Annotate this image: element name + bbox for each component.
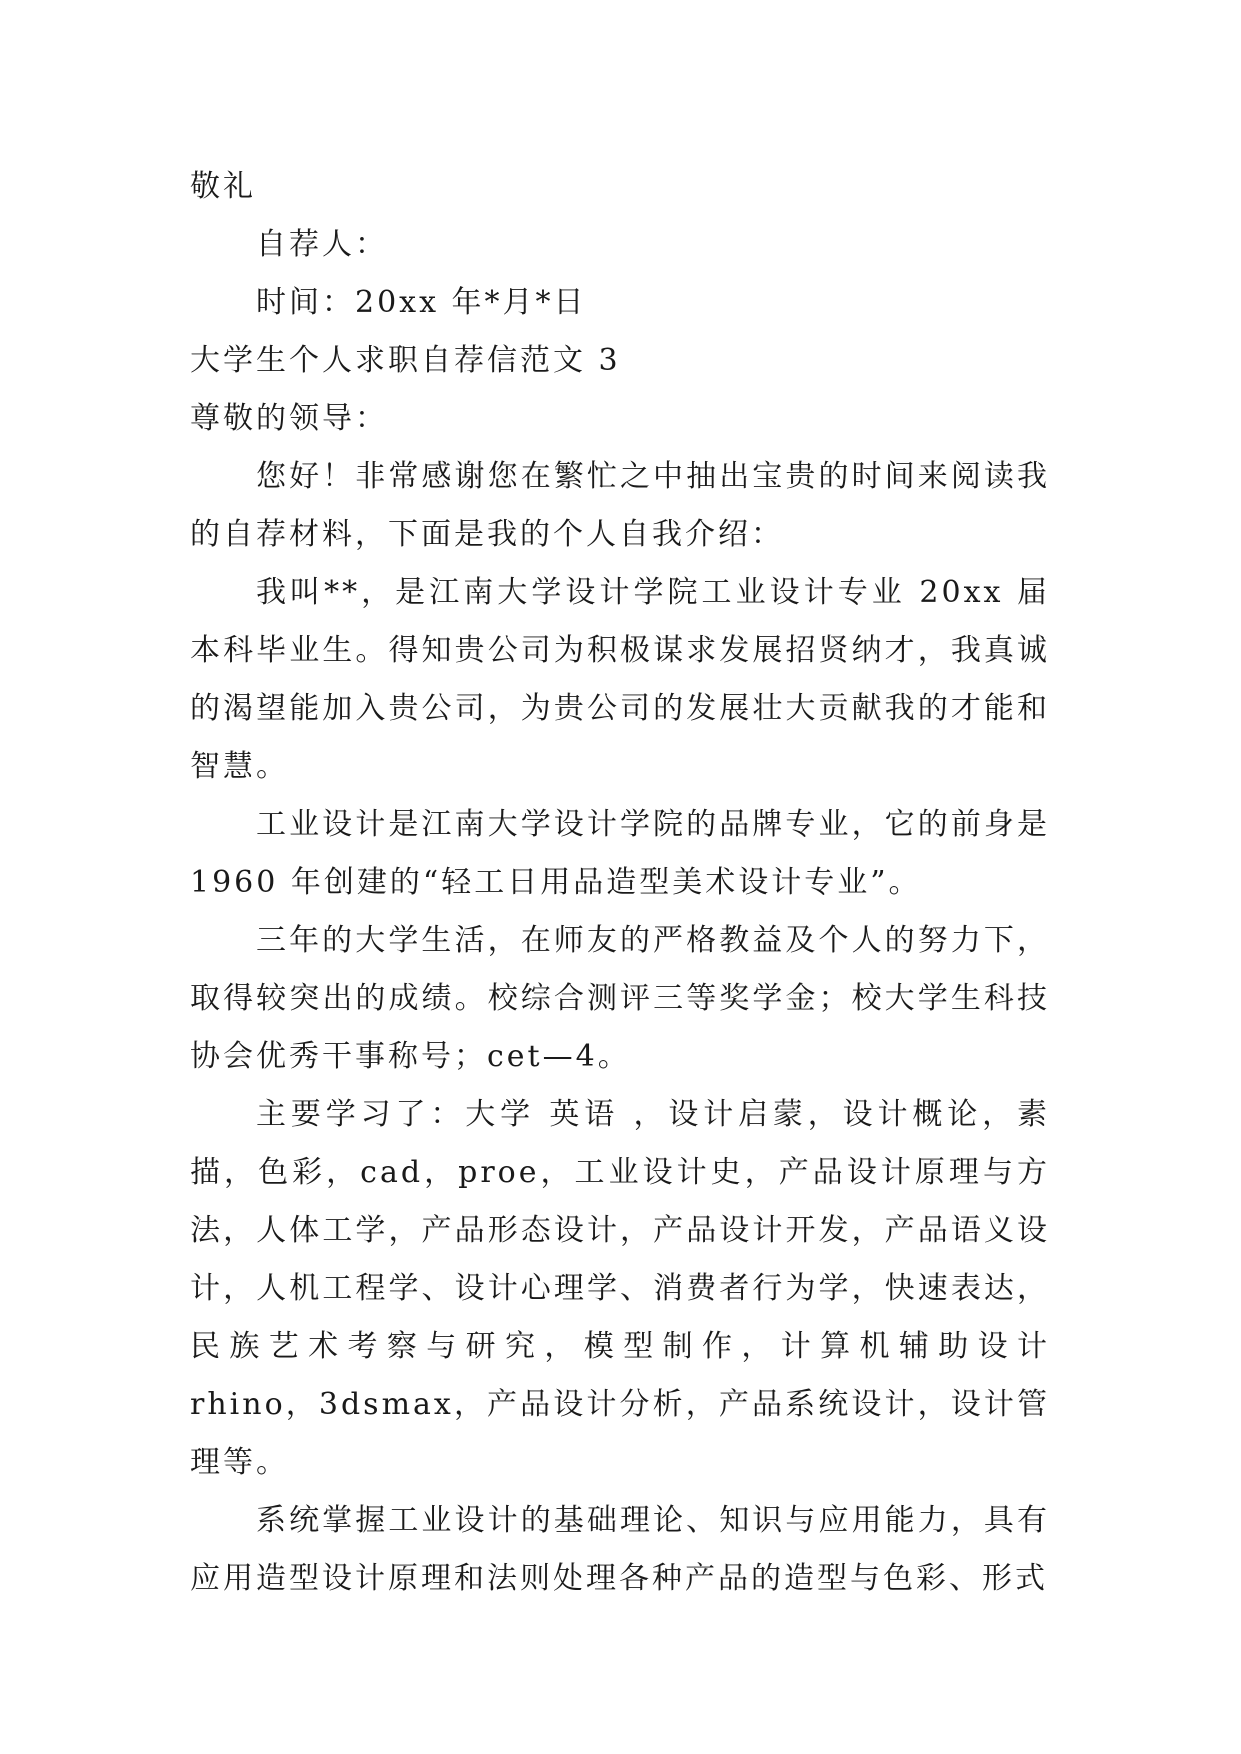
paragraph-intro: 您好！非常感谢您在繁忙之中抽出宝贵的时间来阅读我的自荐材料，下面是我的个人自我介绍：: [190, 459, 1050, 552]
date-line: 时间：20xx 年*月*日: [256, 285, 587, 320]
paragraph-courses: 主要学习了：大学 英语 ，设计启蒙，设计概论，素描，色彩，cad，proe，工业设计史，产品设计原理与方法，人体工学，产品形态设计，产品设计开发，产品语义设计，人机工程学、设计心理学、消费者行为学，快速表达，民族艺术考察与研究，模型制作，计算机辅助设计 rhino，3dsmax，产品设计分析，产品系统设计，设计管理等。: [190, 1097, 1050, 1480]
paragraph-abilities: 系统掌握工业设计的基础理论、知识与应用能力，具有应用造型设计原理和法则处理各种产品的造型与色彩、形式: [190, 1503, 1050, 1596]
paragraph-self-intro: 我叫**，是江南大学设计学院工业设计专业 20xx 届本科毕业生。得知贵公司为积极谋求发展招贤纳才，我真诚的渴望能加入贵公司，为贵公司的发展壮大贡献我的才能和智慧。: [190, 575, 1050, 784]
closing-salute: 敬礼: [190, 169, 256, 204]
section-title: 大学生个人求职自荐信范文 3: [190, 343, 621, 378]
letter-body: [190, 158, 1050, 1608]
greeting: 尊敬的领导：: [190, 401, 388, 436]
paragraph-achievements: 三年的大学生活，在师友的严格教益及个人的努力下，取得较突出的成绩。校综合测评三等奖学金；校大学生科技协会优秀干事称号；cet—4。: [190, 923, 1050, 1074]
signer-label: 自荐人：: [256, 227, 388, 262]
paragraph-major: 工业设计是江南大学设计学院的品牌专业，它的前身是 1960 年创建的“轻工日用品造型美术设计专业”。: [190, 807, 1050, 900]
